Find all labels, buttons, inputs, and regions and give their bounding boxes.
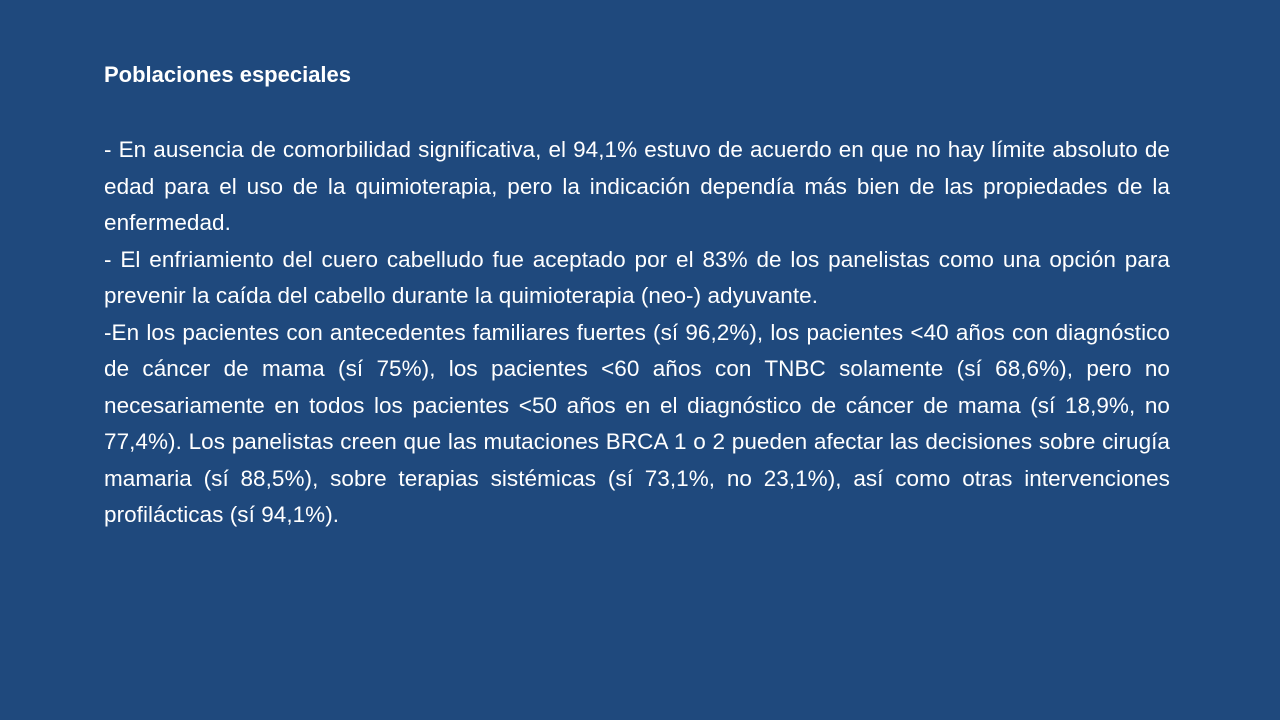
paragraph-scalp-cooling: - El enfriamiento del cuero cabelludo fue aceptado por el 83% de los panelistas como una opción para prevenir la caída del cabello durante la quimioterapia (neo-) adyuvante. — [104, 246, 1170, 308]
slide-content — [104, 56, 1170, 534]
slide-title: Poblaciones especiales — [104, 62, 352, 87]
paragraph-brca-testing: -En los pacientes con antecedentes familiares fuertes (sí 96,2%), los pacientes <40 años con diagnóstico de cáncer de mama (sí 75%), los pacientes <60 años con TNBC solamente (sí 68,6%), pero no necesariamente en todos los pacientes <50 años en el diagnóstico de cáncer de mama (sí 18,9%, no 77,4%). Los panelistas creen que las mutaciones BRCA 1 o 2 pueden afectar las decisiones sobre cirugía mamaria (sí 88,5%), sobre terapias sistémicas (sí 73,1%, no 23,1%), así como otras intervenciones profilácticas (sí 94,1%). — [104, 319, 1170, 527]
title-spacer — [104, 94, 1170, 132]
paragraph-age-limit: - En ausencia de comorbilidad significativa, el 94,1% estuvo de acuerdo en que no hay límite absoluto de edad para el uso de la quimioterapia, pero la indicación dependía más bien de las propiedades de la enfermedad. — [104, 137, 1170, 235]
